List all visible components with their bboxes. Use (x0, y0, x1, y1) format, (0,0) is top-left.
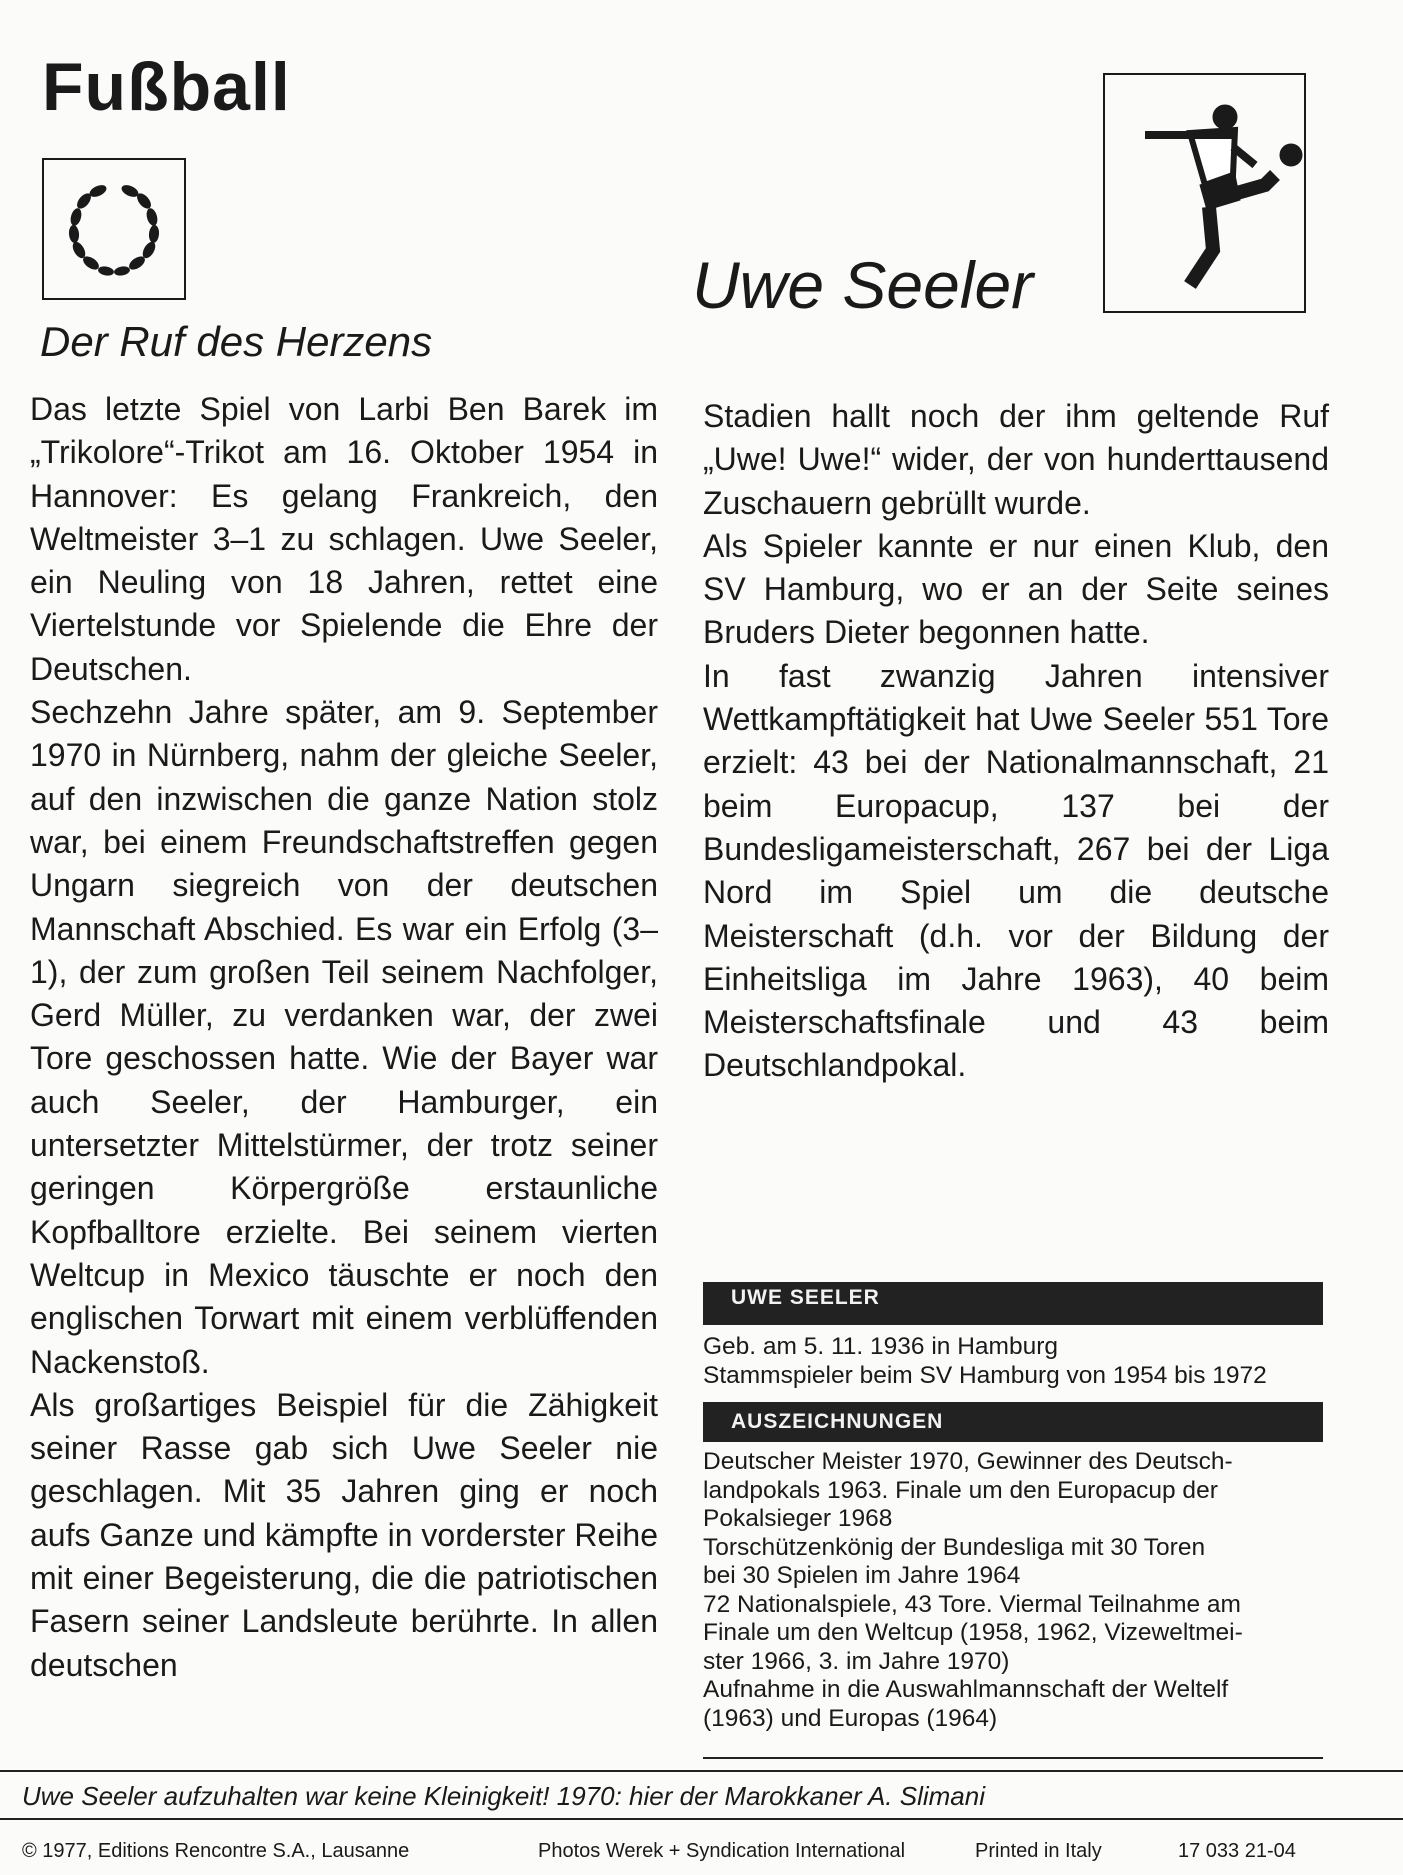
paragraph: Als Spieler kannte er nur einen Klub, den SV Hamburg, wo er an der Seite seines Bruders Dieter begonnen hatte. (703, 527, 1329, 651)
photo-credit: Photos Werek + Syndication International (538, 1840, 906, 1862)
paragraph: Stadien hallt noch der ihm geltende Ruf „Uwe! Uwe!“ wider, der von hunderttausend Zuschauern gebrüllt wurde. (703, 398, 1329, 521)
award-line: 72 Nationalspiele, 43 Tore. Viermal Teilnahme am (703, 1590, 1241, 1618)
laurel-wreath-icon (58, 177, 170, 281)
facts-list (703, 1333, 1333, 1390)
laurel-frame (42, 158, 186, 300)
card-code: 17 033 21-04 (1178, 1840, 1296, 1862)
sport-title: Fußball (42, 49, 291, 125)
paragraph: Als großartiges Beispiel für die Zähigkeit seiner Rasse gab sich Uwe Seeler nie geschlagen. Mit 35 Jahren ging er noch aufs Ganze und kämpfte in vorderster Reihe mit einer Begeisterung, die die patriotischen Fasern seiner Landsleute berührte. In allen deutschen (30, 1386, 658, 1683)
award-line: Deutscher Meister 1970, Gewinner des Deutsch- (703, 1448, 1233, 1475)
award-line: landpokals 1963. Finale um den Europacup der (703, 1476, 1218, 1504)
paragraph: Sechzehn Jahre später, am 9. September 1970 in Nürnberg, nahm der gleiche Seeler, auf den inzwischen die ganze Nation stolz war, bei einem Freundschaftstreffen gegen Ungarn siegreich von der deutschen Mannschaft Abschied. Es war ein Erfolg (3–1), der zum großen Teil seinem Nachfolger, Gerd Müller, zu verdanken war, der zwei Tore geschossen hatte. Wie der Bayer war auch Seeler, der Hamburger, ein untersetzter Mittelstürmer, der trotz seiner geringen Körpergröße erstaunliche Kopfballtore erzielte. Bei seinem vierten Weltcup in Mexico täuschte er noch den englischen Torwart mit einem verblüffenden Nackenstoß. (30, 694, 658, 1380)
divider (703, 1757, 1323, 1759)
award-line: Aufnahme in die Auswahlmannschaft der Weltelf (703, 1676, 1229, 1703)
player-name: Uwe Seeler (692, 248, 1034, 322)
facts-heading: UWE SEELER (703, 1282, 1323, 1325)
article-subtitle: Der Ruf des Herzens (40, 318, 433, 365)
awards-list (703, 1448, 1333, 1733)
award-line: ster 1966, 3. im Jahre 1970) (703, 1647, 1010, 1675)
football-player-kicking-icon (1105, 75, 1304, 311)
article-right-column (703, 395, 1329, 1088)
paragraph: In fast zwanzig Jahren intensiver Wettkampftätigkeit hat Uwe Seeler 551 Tore erzielt: 43 bei der Nationalmannschaft, 21 beim Europacup, 137 bei der Bundesligameisterschaft, 267 bei der Liga Nord im Spiel um die deutsche Meisterschaft (d.h. vor der Bildung der Einheitsliga im Jahre 1963), 40 beim Meisterschaftsfinale und 43 beim Deutschlandpokal. (703, 657, 1329, 1084)
paragraph: Das letzte Spiel von Larbi Ben Barek im „Trikolore“-Trikot am 16. Oktober 1954 in Hannover: Es gelang Frankreich, den Weltmeister 3–1 zu schlagen. Uwe Seeler, ein Neuling von 18 Jahren, rettet eine Viertelstunde vor Spielende die Ehre der Deutschen. (30, 391, 658, 687)
divider (0, 1818, 1403, 1820)
award-line: Torschützenkönig der Bundesliga mit 30 Toren (703, 1533, 1206, 1561)
award-line: (1963) und Europas (1964) (703, 1704, 998, 1732)
award-line: bei 30 Spielen im Jahre 1964 (703, 1562, 1021, 1589)
fact-line: Geb. am 5. 11. 1936 in Hamburg (703, 1333, 1058, 1360)
copyright-notice: © 1977, Editions Rencontre S.A., Lausanne (22, 1840, 410, 1862)
player-pictogram-frame (1103, 73, 1306, 313)
award-line: Pokalsieger 1968 (703, 1505, 893, 1532)
fact-line: Stammspieler beim SV Hamburg von 1954 bis 1972 (703, 1361, 1267, 1389)
divider (0, 1770, 1403, 1772)
printed-in: Printed in Italy (975, 1840, 1102, 1862)
photo-caption: Uwe Seeler aufzuhalten war keine Kleinigkeit! 1970: hier der Marokkaner A. Slimani (22, 1781, 985, 1811)
article-left-column (30, 388, 658, 1687)
award-line: Finale um den Weltcup (1958, 1962, Vizeweltmei- (703, 1619, 1243, 1646)
awards-heading: AUSZEICHNUNGEN (703, 1402, 1323, 1442)
